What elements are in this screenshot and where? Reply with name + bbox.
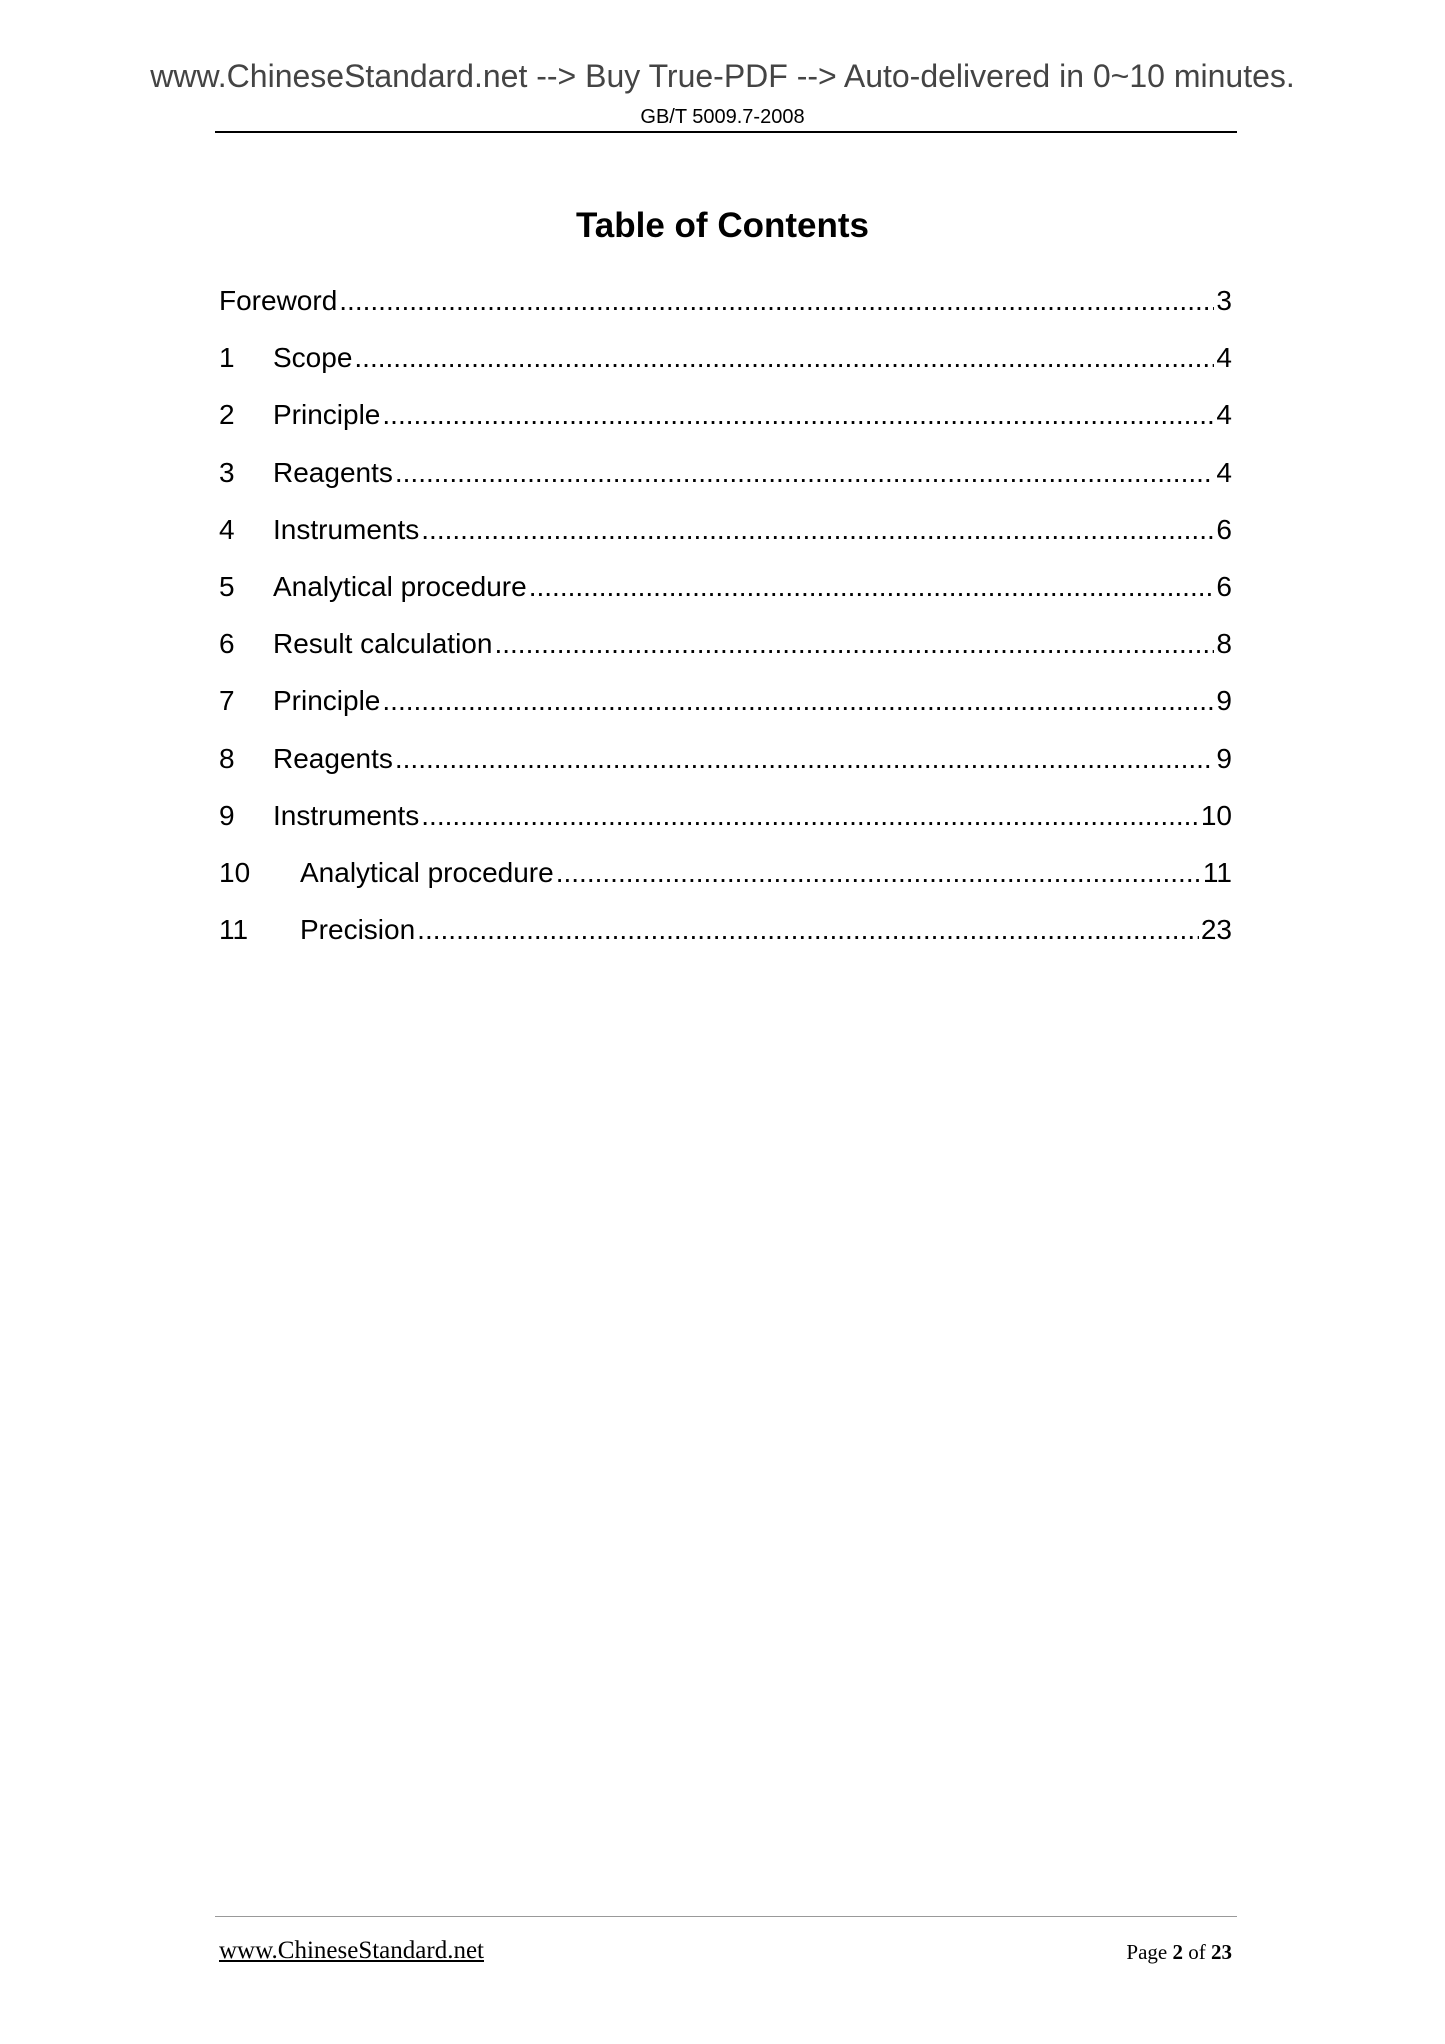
- toc-entry-page: 6: [1216, 570, 1232, 602]
- toc-entry-label: Precision: [300, 914, 416, 946]
- toc-entry-foreword[interactable]: [219, 285, 1232, 342]
- header-banner: www.ChineseStandard.net --> Buy True-PDF --> Auto-delivered in 0~10 minutes.: [150, 58, 1295, 94]
- toc-entry-precision[interactable]: [219, 914, 1232, 971]
- toc-entry-label: Instruments: [273, 513, 420, 545]
- table-of-contents: [219, 285, 1232, 971]
- toc-entry-number: 2: [219, 399, 235, 431]
- toc-entry-label: Foreword: [219, 285, 338, 316]
- toc-entry-number: 7: [219, 685, 235, 717]
- toc-leader-dots: [382, 685, 1214, 717]
- toc-entry-number: 6: [219, 628, 235, 660]
- of-word: of: [1188, 1940, 1206, 1964]
- header-divider: [215, 131, 1237, 133]
- footer-page-indicator: [1126, 1940, 1232, 1965]
- toc-leader-dots: [529, 571, 1215, 603]
- total-pages-number: 23: [1211, 1940, 1232, 1964]
- toc-entry-page: 4: [1216, 342, 1232, 374]
- toc-entry-label: Instruments: [273, 799, 420, 831]
- toc-leader-dots: [354, 342, 1214, 374]
- toc-entry-number: 5: [219, 570, 235, 602]
- toc-leader-dots: [417, 914, 1199, 946]
- toc-entry-instruments-2[interactable]: [219, 800, 1232, 857]
- toc-leader-dots: [382, 399, 1214, 431]
- toc-entry-label: Principle: [273, 685, 381, 717]
- standard-code: GB/T 5009.7-2008: [640, 106, 805, 128]
- toc-entry-number: 1: [219, 342, 235, 374]
- toc-entry-number: 11: [219, 914, 249, 946]
- toc-entry-page: 9: [1216, 742, 1232, 774]
- page-word: Page: [1126, 1940, 1168, 1964]
- toc-entry-label: Scope: [273, 342, 353, 374]
- toc-leader-dots: [494, 628, 1214, 660]
- toc-entry-page: 8: [1216, 628, 1232, 660]
- toc-entry-page: 4: [1216, 399, 1232, 431]
- toc-entry-number: 8: [219, 742, 235, 774]
- toc-entry-page: 9: [1216, 685, 1232, 717]
- footer-website-link[interactable]: www.ChineseStandard.net: [219, 1937, 484, 1964]
- toc-leader-dots: [339, 285, 1214, 317]
- toc-entry-analytical-procedure-2[interactable]: [219, 857, 1232, 914]
- footer-divider: [215, 1916, 1237, 1917]
- toc-entry-number: 4: [219, 513, 235, 545]
- toc-entry-label: Principle: [273, 399, 381, 431]
- toc-entry-instruments[interactable]: [219, 514, 1232, 571]
- toc-entry-number: 10: [219, 856, 251, 888]
- toc-entry-page: 3: [1216, 285, 1232, 316]
- toc-entry-page: 11: [1202, 856, 1232, 888]
- toc-entry-page: 4: [1216, 456, 1232, 488]
- toc-entry-analytical-procedure[interactable]: [219, 571, 1232, 628]
- toc-entry-label: Analytical procedure: [273, 570, 527, 602]
- toc-entry-label: Reagents: [273, 742, 393, 774]
- toc-leader-dots: [421, 800, 1199, 832]
- current-page-number: 2: [1172, 1940, 1183, 1964]
- toc-entry-reagents-2[interactable]: [219, 743, 1232, 800]
- toc-entry-label: Reagents: [273, 456, 393, 488]
- toc-entry-scope[interactable]: [219, 342, 1232, 399]
- toc-entry-principle[interactable]: [219, 399, 1232, 456]
- toc-leader-dots: [421, 514, 1214, 546]
- toc-entry-label: Analytical procedure: [300, 856, 554, 888]
- toc-leader-dots: [556, 857, 1201, 889]
- toc-leader-dots: [395, 457, 1215, 489]
- toc-entry-label: Result calculation: [273, 628, 493, 660]
- toc-entry-result-calculation[interactable]: [219, 628, 1232, 685]
- toc-entry-page: 23: [1200, 914, 1232, 946]
- toc-entry-number: 9: [219, 799, 235, 831]
- toc-entry-page: 6: [1216, 513, 1232, 545]
- toc-entry-page: 10: [1200, 799, 1232, 831]
- toc-entry-principle-2[interactable]: [219, 685, 1232, 742]
- toc-entry-reagents[interactable]: [219, 457, 1232, 514]
- toc-title: Table of Contents: [576, 206, 869, 245]
- toc-leader-dots: [395, 743, 1215, 775]
- toc-entry-number: 3: [219, 456, 235, 488]
